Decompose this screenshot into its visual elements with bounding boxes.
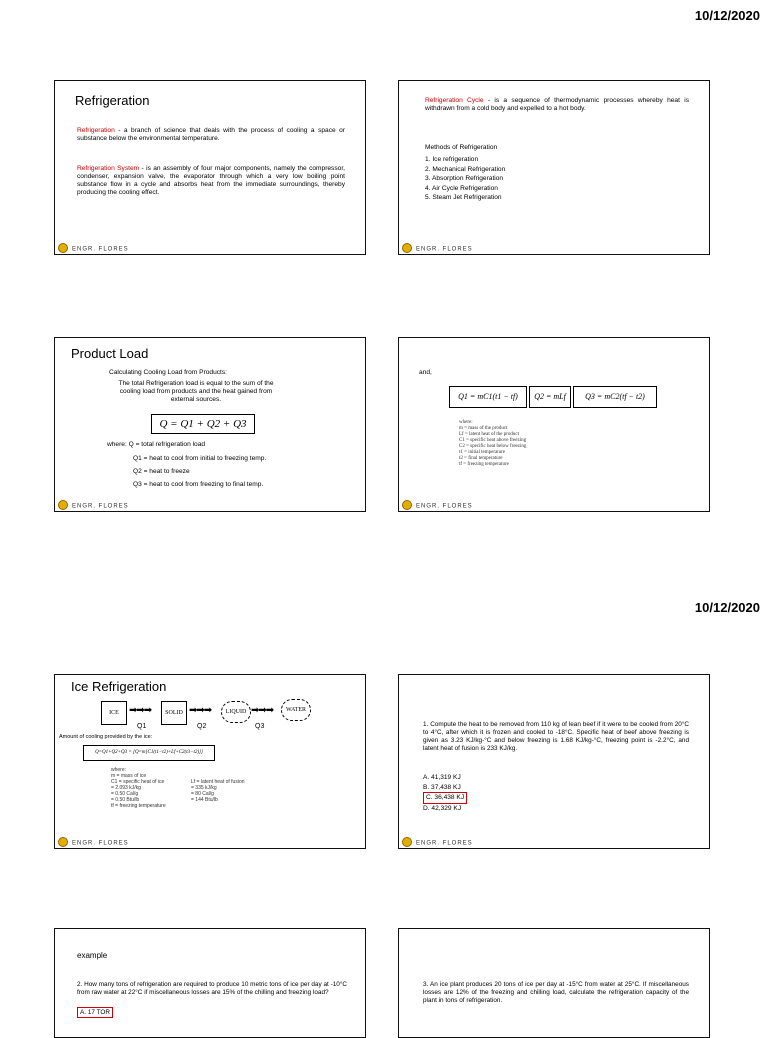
slide-title: Ice Refrigeration (71, 679, 167, 694)
slide-product-load (54, 337, 366, 512)
methods-list (425, 155, 505, 203)
liquid-cloud: LIQUID (221, 701, 251, 723)
slide-problem-3 (398, 928, 710, 1038)
q1-definition: Q1 = heat to cool from initial to freezing temp. (133, 455, 267, 462)
choice-b: B. 37,438 KJ (423, 783, 461, 791)
star-icon (58, 837, 68, 847)
list-item: 4. Air Cycle Refrigeration (425, 184, 498, 192)
choice-c-correct: C. 36,438 KJ (423, 792, 467, 804)
ice-cooling-formula: Q=Q1+Q2+Q3 = [Q=m[C1(t1−t2)+Lf+C2(t3−t2)]] (83, 745, 215, 761)
q2-formula: Q2 = mLf (529, 386, 571, 408)
where-text: where: Q = total refrigeration load (107, 441, 206, 448)
slide-load-formulas (398, 337, 710, 512)
problem-3-question: 3. An ice plant produces 20 tons of ice per day at -15°C from water at 25°C. If miscellaneous losses are 12% of the freezing and chilling load, calculate the refrigeration capacity of the plant in tons of refrigeration. (423, 981, 689, 1004)
definition-refrigeration: Refrigeration - a branch of science that deals with the process of cooling a space or substance below the environmental temperature. (77, 127, 345, 142)
problem-2-question: 2. How many tons of refrigeration are required to produce 10 metric tons of ice per day at -10°C from raw water at 22°C if miscellaneous losses are 15% of the chilling and freezing load? (77, 981, 347, 996)
q1-formula: Q1 = mC1(t1 − tf) (449, 386, 527, 408)
q3-definition: Q3 = heat to cool from freezing to final temp. (133, 481, 264, 488)
slide-ice-refrigeration (54, 674, 366, 849)
choice-a: A. 41,319 KJ (423, 774, 461, 781)
slide-footer: ENGR. FLORES (402, 838, 473, 848)
amount-text: Amount of cooling provided by the ice: (59, 734, 153, 740)
slide-problem-1 (398, 674, 710, 849)
star-icon (58, 500, 68, 510)
slide-footer: ENGR. FLORES (58, 244, 129, 254)
slide-footer: ENGR. FLORES (58, 501, 129, 511)
q2-definition: Q2 = heat to freeze (133, 468, 190, 475)
star-icon (402, 500, 412, 510)
choice-d: D. 42,329 KJ (423, 804, 462, 812)
arrow-right-icon: ➡➡➡ (251, 705, 274, 716)
slide-example-2 (54, 928, 366, 1038)
arrow-right-icon: ➡➡➡ (129, 705, 152, 716)
q3-label: Q3 (255, 723, 265, 730)
total-load-formula: Q = Q1 + Q2 + Q3 (151, 414, 255, 434)
list-item: 1. Ice refrigeration (425, 156, 479, 163)
ice-legend-left: where: m = mass of ice C1 = specific heat of ice = 2.093 kJ/kg = 0.50 Cal/g = 0.50 Btu/lb tf = freezing temperature (111, 767, 166, 809)
formula-legend: where: m = mass of the product Lf = latent heat of the product C1 = specific heat above freezing C2 = specific heat below freezing t1 = initial temperature t2 = final temperature tf = freezing temperature (459, 420, 527, 467)
slide-footer: ENGR. FLORES (402, 501, 473, 511)
definition-refrigeration-system: Refrigeration System - is an assembly of four major components, namely the compressor, condenser, expansion valve, the evaporator through which a very low boiling point substance flow in a cycle and absorbs heat from the immediate surroundings, thereby producing the cooling effect. (77, 165, 345, 196)
product-load-text: The total Refrigeration load is equal to the sum of the cooling load from products and the heat gained from external sources. (118, 380, 274, 403)
slide-refrigeration (54, 80, 366, 255)
slide-refrigeration-cycle (398, 80, 710, 255)
slide-subtitle: Calculating Cooling Load from Products: (109, 369, 228, 376)
and-text: and, (419, 369, 432, 376)
arrow-right-icon: ➡➡➡ (189, 705, 212, 716)
problem-1-question: 1. Compute the heat to be removed from 110 kg of lean beef if it were to be cooled from 20°C to 4°C, after which it is frozen and cooled to -18°C. Specific heat of beef above freezing is given as 3.23 KJ/kg-°C and below freezing is 1.68 KJ/kg-°C, freezing point is -2.2°C, and latent heat of fusion is 233 KJ/kg. (423, 721, 689, 752)
slide-title: example (77, 951, 108, 960)
list-item: 2. Mechanical Refrigeration (425, 165, 506, 173)
list-item: 5. Steam Jet Refrigeration (425, 194, 502, 202)
q3-formula: Q3 = mC2(tf − t2) (573, 386, 657, 408)
water-cloud: WATER (281, 699, 311, 721)
slide-title: Refrigeration (75, 93, 150, 108)
star-icon (402, 243, 412, 253)
methods-heading: Methods of Refrigeration (425, 144, 498, 151)
list-item: 3. Absorption Refrigeration (425, 175, 504, 183)
page-date: 10/12/2020 (694, 600, 760, 615)
definition-refrigeration-cycle: Refrigeration Cycle - is a sequence of thermodynamic processes whereby heat is withdrawn from a cold body and expelled to a hot body. (425, 97, 689, 112)
page-date: 10/12/2020 (694, 8, 760, 23)
star-icon (402, 837, 412, 847)
q1-label: Q1 (137, 723, 147, 730)
ice-box: ICE (101, 701, 127, 725)
slide-title: Product Load (71, 346, 149, 361)
solid-box: SOLID (161, 701, 187, 725)
ice-legend-right: Lf = latent heat of fusion = 335 kJ/kg = 80 Cal/g = 144 Btu/lb (191, 779, 245, 803)
problem-1-choices (423, 773, 467, 813)
slide-footer: ENGR. FLORES (402, 244, 473, 254)
q2-label: Q2 (197, 723, 207, 730)
slide-footer: ENGR. FLORES (58, 838, 129, 848)
star-icon (58, 243, 68, 253)
problem-2-answer: A. 17 TOR (77, 1007, 113, 1018)
